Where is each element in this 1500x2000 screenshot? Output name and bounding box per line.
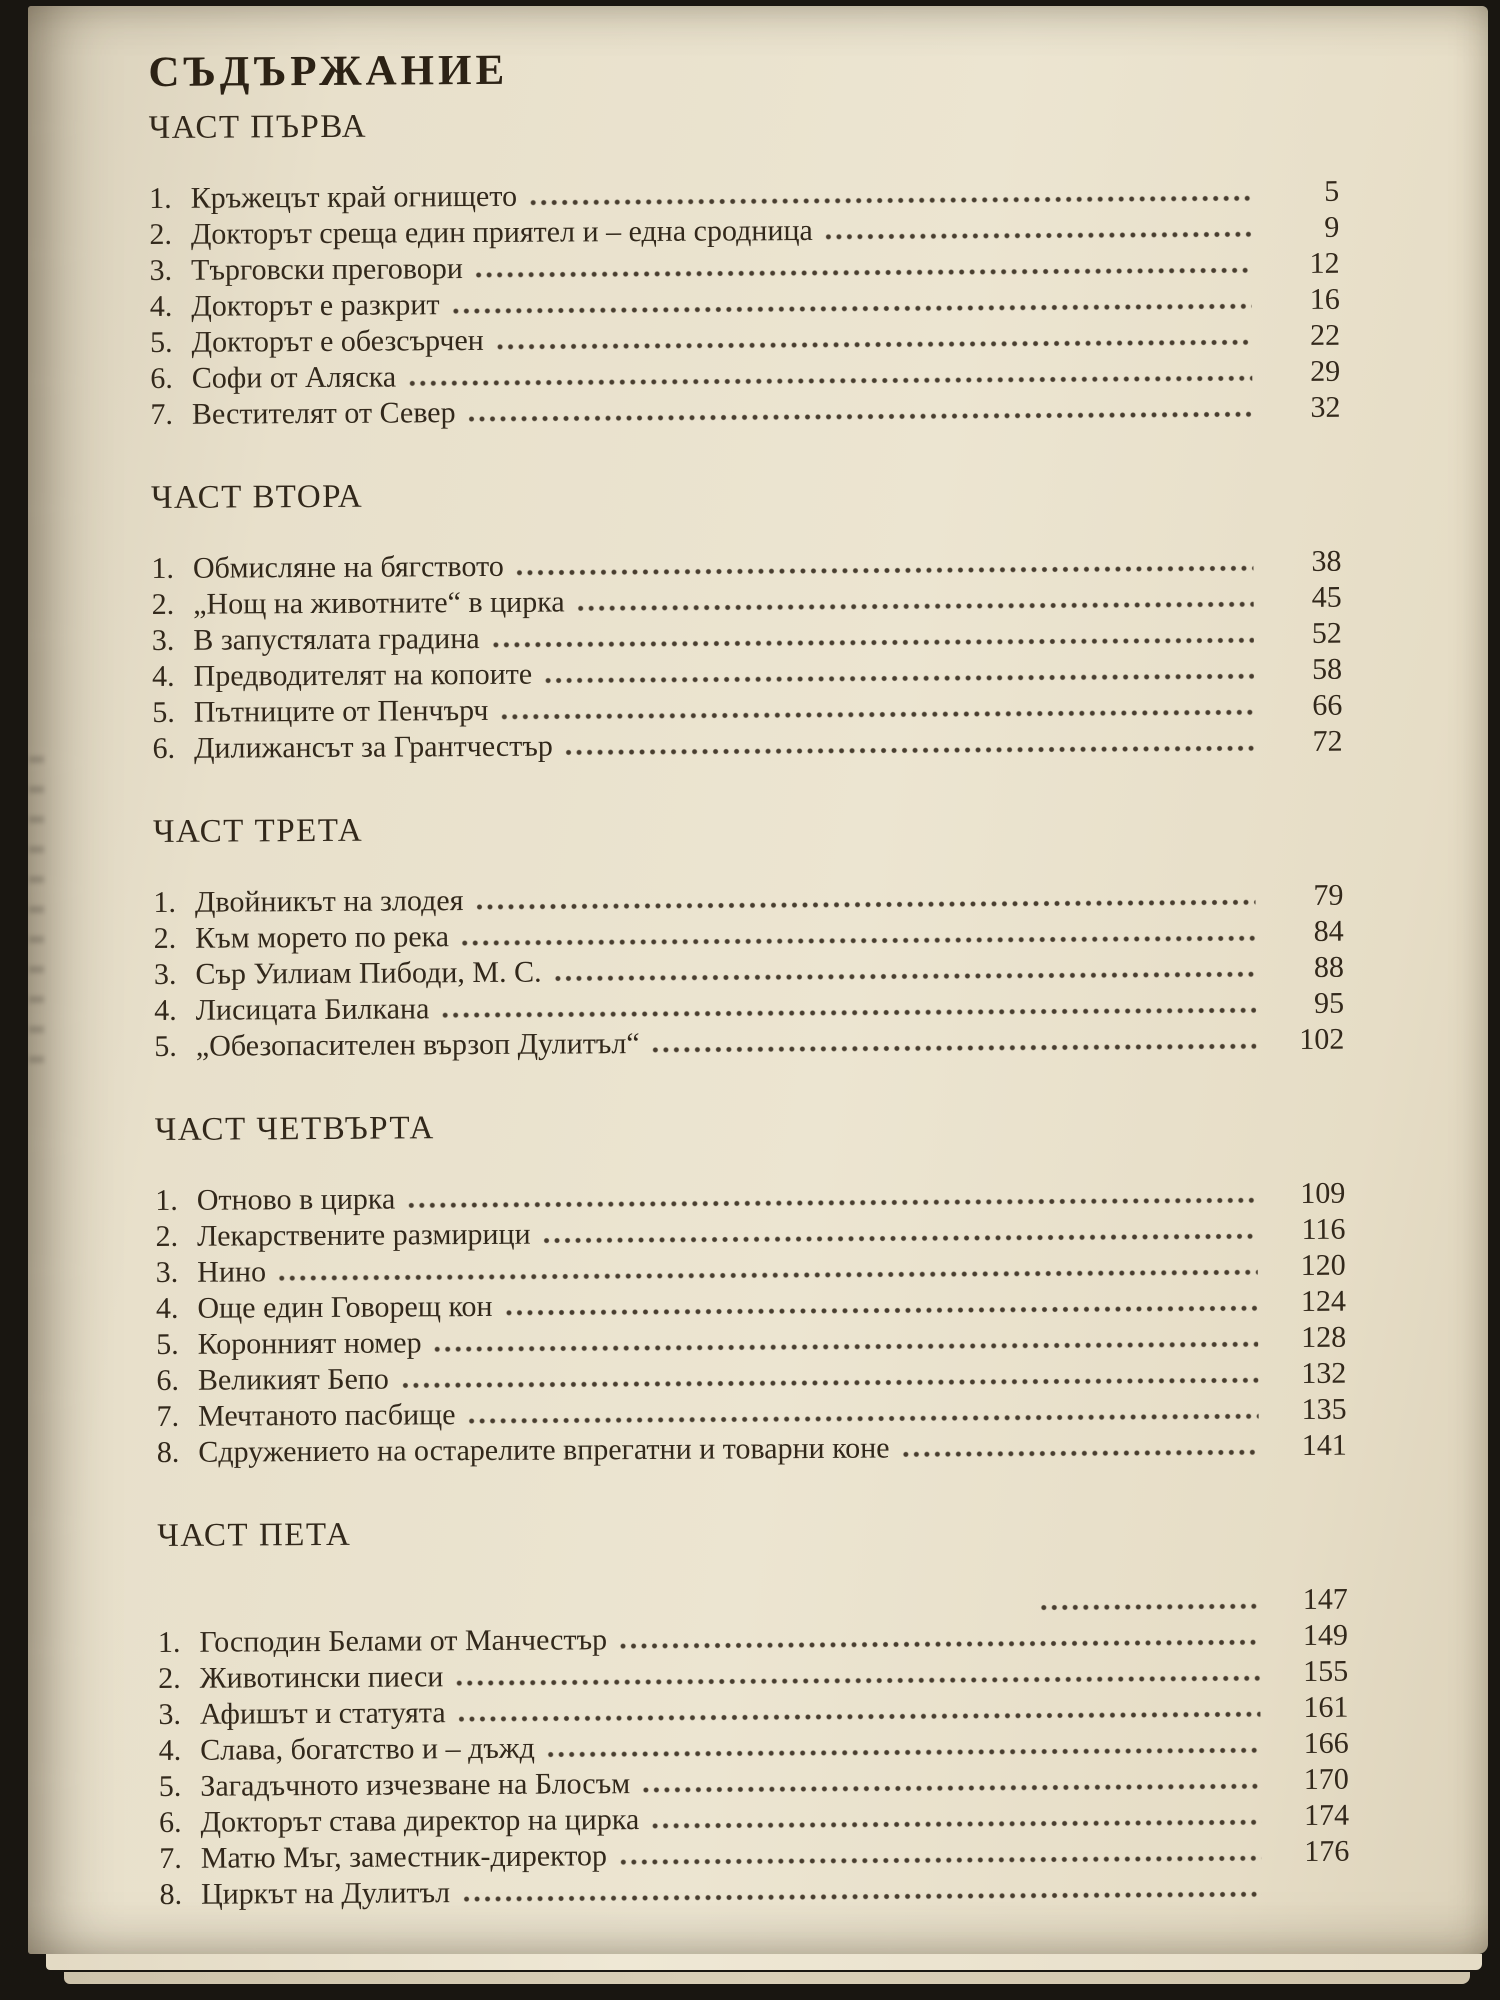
entry-title: Вестителят от Север <box>184 396 456 432</box>
dot-leader <box>475 899 1255 912</box>
entry-page-number: 124 <box>1300 1285 1347 1319</box>
entry-label <box>150 360 396 398</box>
entry-label <box>155 1217 530 1255</box>
dot-leader <box>529 195 1251 207</box>
entry-number: 2. <box>153 922 177 956</box>
dot-leader <box>441 1007 1256 1020</box>
entry-number: 3. <box>151 624 175 658</box>
entry-number: 5. <box>154 1030 177 1064</box>
entry-title: „Обезопасителен вързоп Дулитъл“ <box>188 1027 640 1064</box>
entry-page-number: 128 <box>1301 1321 1347 1355</box>
dot-leader <box>1040 1603 1260 1612</box>
entry-label <box>154 955 542 993</box>
book-page <box>28 6 1488 1954</box>
entry-page-number: 22 <box>1309 319 1341 353</box>
entry-page-number: 29 <box>1310 355 1341 389</box>
entry-title: В запустялата градина <box>185 622 480 658</box>
leader-spacer <box>192 1611 1028 1616</box>
entry-page-number: 5 <box>1324 175 1340 209</box>
toc-part <box>157 1510 1349 1913</box>
dot-leader <box>408 375 1252 388</box>
entry-label <box>156 1289 493 1327</box>
dot-leader <box>407 1197 1257 1210</box>
entry-page-number: 45 <box>1311 581 1342 615</box>
entry-number: 6. <box>156 1364 179 1398</box>
entry-label <box>158 1660 443 1698</box>
toc-part <box>155 1104 1347 1471</box>
entry-number: 4. <box>149 290 173 324</box>
dot-leader <box>492 637 1254 650</box>
part-heading: ЧАСТ ПЪРВА <box>148 109 368 147</box>
entry-page-number: 66 <box>1312 689 1343 723</box>
entry-label <box>152 621 480 659</box>
dot-leader <box>554 971 1256 983</box>
dot-leader <box>452 303 1252 316</box>
entry-label <box>150 323 484 361</box>
part-heading: ЧАСТ ВТОРА <box>150 479 364 517</box>
entry-page-number: 174 <box>1303 1799 1350 1833</box>
entry-number: 2. <box>151 588 175 622</box>
entry-label <box>154 920 450 958</box>
entry-label <box>152 693 488 731</box>
dot-leader <box>458 1711 1261 1724</box>
entry-page-number: 149 <box>1302 1619 1349 1653</box>
toc-entry <box>157 1428 1347 1471</box>
entry-label <box>149 213 813 253</box>
entry-number: 7. <box>159 1842 182 1876</box>
entry-page-number: 161 <box>1303 1691 1349 1725</box>
entry-title: Пътниците от Пенчърч <box>186 694 489 730</box>
entry-number: 4. <box>154 994 177 1028</box>
dot-leader <box>401 1377 1259 1390</box>
entry-title: Циркът на Дулитъл <box>193 1876 451 1912</box>
entry-number: 8. <box>156 1436 180 1470</box>
dot-leader <box>468 1413 1259 1426</box>
entry-label <box>159 1802 639 1841</box>
entry-page-number: 16 <box>1309 283 1340 317</box>
entry-label <box>152 585 565 624</box>
part-heading: ЧАСТ ТРЕТА <box>152 813 364 851</box>
page-edge-strip <box>46 1954 1482 1970</box>
dot-leader <box>461 935 1256 948</box>
entry-number: 2. <box>158 1662 181 1696</box>
dot-leader <box>496 339 1252 352</box>
entry-title: Слава, богатство и – дъжд <box>192 1732 535 1768</box>
entry-label <box>158 1623 607 1662</box>
entry-title: Към морето по река <box>187 920 450 956</box>
entry-page-number: 135 <box>1301 1393 1347 1427</box>
entry-number: 4. <box>151 660 175 694</box>
entry-number: 7. <box>150 398 174 432</box>
entry-number: 1. <box>157 1626 181 1660</box>
entry-number: 5. <box>152 696 175 730</box>
entry-title: Матю Мъг, заместник-директор <box>193 1839 608 1876</box>
entry-number: 5. <box>156 1328 179 1362</box>
entry-label <box>157 1398 456 1436</box>
entry-label <box>151 549 504 587</box>
toc-part <box>149 102 1341 433</box>
dot-leader <box>475 267 1252 280</box>
entry-page-number: 120 <box>1300 1249 1346 1283</box>
entry-title: Кръжецът край огнището <box>183 180 518 216</box>
entry-page-number: 52 <box>1311 617 1342 651</box>
entry-title: Сър Уилиам Пибоди, М. С. <box>187 956 542 992</box>
entry-label <box>159 1767 631 1806</box>
dot-leader <box>652 1043 1257 1055</box>
entry-title: Докторът среща един приятел и – една сродница <box>183 214 813 252</box>
entry-number: 3. <box>155 1256 179 1290</box>
entry-label <box>159 1731 535 1769</box>
toc-entry <box>152 724 1342 767</box>
entry-page-number: 72 <box>1312 725 1343 759</box>
entry-label <box>150 252 463 290</box>
entry-label <box>158 1696 445 1734</box>
part-heading: ЧАСТ ЧЕТВЪРТА <box>154 1110 435 1149</box>
entry-number: 4. <box>158 1734 182 1768</box>
dot-leader <box>462 1891 1261 1904</box>
entry-label <box>152 729 552 767</box>
part-entries <box>155 1176 1347 1471</box>
entry-title: Лисицата Билкана <box>188 992 430 1028</box>
entry-page-number: 32 <box>1310 391 1341 425</box>
part-heading: ЧАСТ ПЕТА <box>157 1517 352 1555</box>
dot-leader <box>434 1341 1259 1354</box>
dot-leader <box>455 1675 1260 1688</box>
entry-page-number: 38 <box>1311 545 1342 579</box>
entry-title: Софи от Аляска <box>184 360 397 396</box>
entry-page-number: 155 <box>1303 1655 1349 1689</box>
entry-page-number: 176 <box>1304 1835 1350 1869</box>
entry-title: Загадъчното изчезване на Блосъм <box>192 1767 631 1804</box>
entry-label <box>150 396 455 434</box>
entry-title: „Нощ на животните“ в цирка <box>185 585 565 622</box>
entry-page-number: 132 <box>1301 1357 1347 1391</box>
entry-number: 1. <box>151 552 175 586</box>
dot-leader <box>468 411 1253 424</box>
dot-leader <box>619 1639 1260 1651</box>
entry-label <box>159 1876 450 1914</box>
entry-page-number: 58 <box>1311 653 1343 687</box>
entry-title: Коронният номер <box>190 1326 422 1362</box>
entry-number: 6. <box>158 1806 182 1840</box>
table-of-contents <box>28 6 1488 1914</box>
entry-number: 1. <box>149 182 172 216</box>
entry-number: 3. <box>153 958 177 992</box>
dot-leader <box>902 1449 1259 1459</box>
toc-entry <box>150 390 1340 433</box>
entry-number: 5. <box>158 1770 182 1804</box>
toc-part <box>153 806 1345 1065</box>
dot-leader <box>543 1233 1258 1245</box>
entry-label <box>157 1431 890 1471</box>
entry-number: 8. <box>159 1878 183 1912</box>
entry-page-number: 79 <box>1313 879 1344 913</box>
entry-label <box>150 288 440 326</box>
entry-page-number: 166 <box>1303 1727 1349 1761</box>
entry-number: 5. <box>149 326 173 360</box>
dot-leader <box>619 1855 1261 1867</box>
entry-title: Докторът е разкрит <box>183 288 440 324</box>
dot-leader <box>565 745 1255 757</box>
part-entries <box>151 544 1342 767</box>
dot-leader <box>825 231 1252 242</box>
entry-number: 6. <box>150 362 173 396</box>
entry-label <box>154 1026 640 1065</box>
entry-page-number: 88 <box>1313 951 1344 985</box>
part-entries <box>153 878 1344 1065</box>
dot-leader <box>516 565 1254 578</box>
entry-page-number: 95 <box>1314 987 1345 1021</box>
entry-title: Обмисляне на бягството <box>185 550 504 586</box>
entry-title: Докторът става директор на цирка <box>192 1803 640 1840</box>
entry-label <box>149 179 517 217</box>
entry-title: Дилижансът за Грантчестър <box>186 729 553 766</box>
page-edge-strip <box>64 1972 1470 1984</box>
part-entries <box>149 174 1341 433</box>
dot-leader <box>278 1269 1258 1283</box>
entry-number: 1. <box>155 1184 178 1218</box>
entry-title: Лекарствените размирици <box>189 1218 531 1254</box>
entry-title: Господин Белами от Манчестър <box>191 1623 608 1660</box>
entry-title: Нино <box>189 1255 267 1290</box>
entry-title: Предводителят на копоите <box>185 658 533 694</box>
entry-number: 4. <box>155 1292 179 1326</box>
entry-label <box>153 884 463 922</box>
entry-title: Великият Бепо <box>190 1362 389 1398</box>
entry-label <box>155 1182 395 1219</box>
entry-title: Сдружението на остарелите впрегатни и товарни коне <box>190 1431 890 1470</box>
dot-leader <box>577 601 1254 613</box>
toc-part <box>151 472 1343 767</box>
entry-title: Мечтаното пасбище <box>190 1398 456 1434</box>
entry-number: 6. <box>152 732 176 766</box>
page-title: СЪДЪРЖАНИЕ <box>148 46 509 96</box>
dot-leader <box>544 673 1254 685</box>
entry-number: 7. <box>156 1400 180 1434</box>
entry-page-number: 141 <box>1301 1429 1347 1463</box>
entry-title: Търговски преговори <box>183 252 463 288</box>
entry-title: Отново в цирка <box>189 1182 396 1218</box>
entry-title: Още един Говорещ кон <box>189 1290 493 1326</box>
entry-label <box>156 1326 422 1364</box>
entry-label <box>154 992 429 1030</box>
entry-label <box>156 1362 389 1399</box>
entry-page-number: 170 <box>1303 1763 1349 1797</box>
toc-entry <box>154 1022 1344 1065</box>
entry-number: 2. <box>149 218 172 252</box>
entry-title: Животински пиеси <box>192 1660 444 1696</box>
entry-page-number: 109 <box>1300 1177 1346 1211</box>
entry-page-number: 9 <box>1324 211 1340 245</box>
entry-number: 3. <box>158 1698 182 1732</box>
part-entries <box>158 1582 1350 1913</box>
entry-title: Афишът и статуята <box>192 1696 446 1732</box>
entry-page-number: 116 <box>1301 1213 1346 1247</box>
entry-title: Докторът е обезсърчен <box>183 324 484 360</box>
toc-entry <box>159 1870 1349 1913</box>
dot-leader <box>642 1783 1261 1795</box>
entry-label <box>159 1839 607 1878</box>
entry-label <box>152 657 532 695</box>
entry-number: 3. <box>149 254 173 288</box>
dot-leader <box>547 1747 1261 1759</box>
entry-page-number: 102 <box>1299 1023 1345 1057</box>
entry-page-number: 84 <box>1313 915 1344 949</box>
entry-number: 2. <box>155 1220 179 1254</box>
entry-title: Двойникът на злодея <box>187 884 464 920</box>
dot-leader <box>500 709 1254 722</box>
toc-parts <box>149 102 1350 1913</box>
entry-page-number: 12 <box>1309 247 1340 281</box>
dot-leader <box>651 1819 1261 1831</box>
dot-leader <box>505 1305 1258 1318</box>
entry-number: 1. <box>153 886 177 920</box>
entry-label <box>156 1255 266 1292</box>
entry-page-number: 147 <box>1302 1583 1348 1617</box>
